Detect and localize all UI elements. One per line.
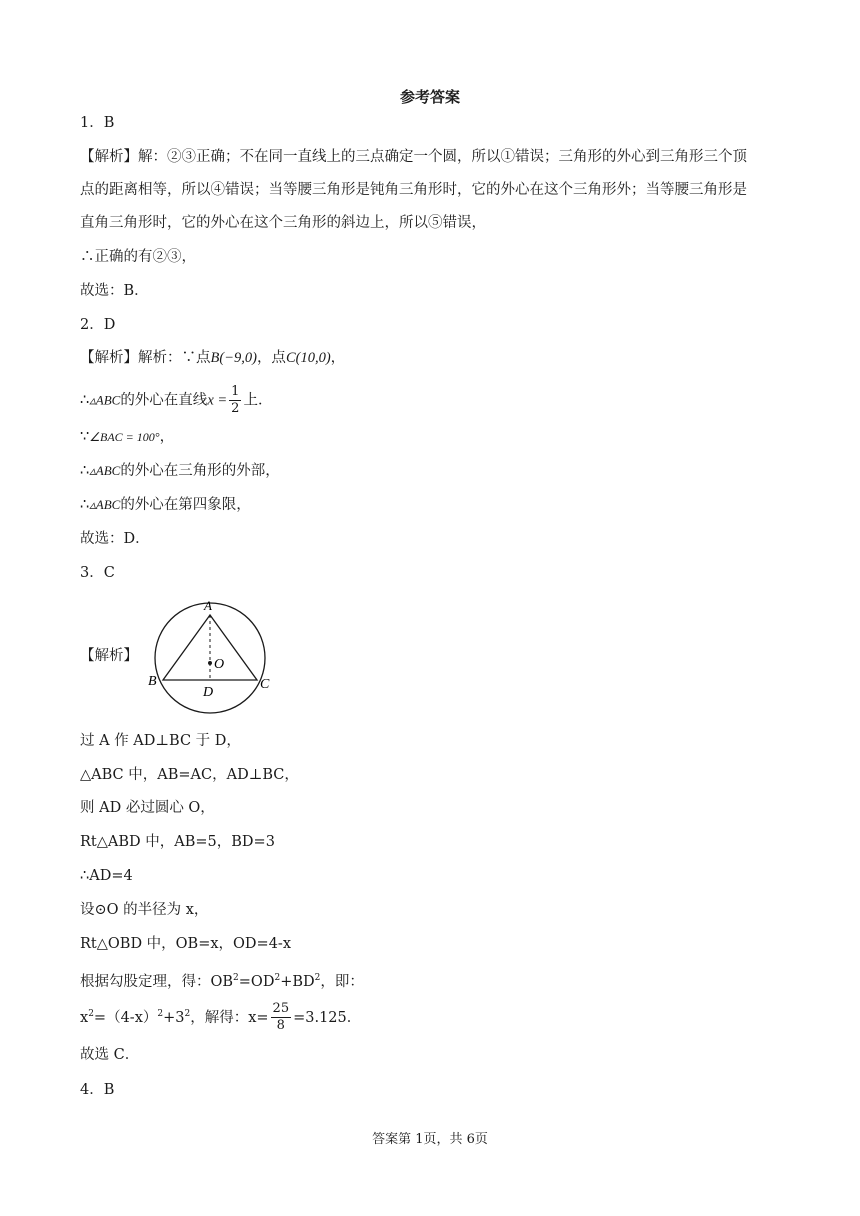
label-o: O <box>214 657 225 672</box>
q2-text: ， <box>159 429 175 445</box>
q2-text: 的外心在第四象限， <box>120 497 251 513</box>
denominator: 2 <box>231 401 240 416</box>
q3-step-9 <box>80 998 361 1034</box>
q2-analysis-line-2 <box>80 384 272 420</box>
q3-step-7: Rt△OBD 中，OB=x，OD=4-x <box>80 936 292 952</box>
triangle-abc: ▵ABC <box>89 392 121 408</box>
exponent: 2 <box>184 1009 191 1019</box>
numerator: 25 <box>272 1001 290 1017</box>
q3-text: x <box>80 1009 89 1026</box>
q3-step-2: △ABC 中，AB=AC，AD⊥BC， <box>80 767 299 783</box>
q3-text: +BD <box>280 973 315 990</box>
answer-1: 1．B <box>80 115 115 131</box>
equation-x: x = <box>207 392 228 409</box>
label-a: A <box>204 598 212 613</box>
triangle-abc: ▵ABC <box>89 497 121 512</box>
q1-analysis-line-1: 【解析】解：②③正确；不在同一直线上的三点确定一个圆，所以①错误；三角形的外心到三角形三个顶 <box>80 149 747 165</box>
exponent: 2 <box>157 1009 164 1019</box>
exponent: 2 <box>88 1009 94 1019</box>
triangle-abc: ▵ABC <box>89 463 121 478</box>
numerator: 1 <box>231 384 240 399</box>
q3-choice: 故选 C． <box>80 1047 140 1063</box>
exponent: 2 <box>233 973 239 983</box>
q2-text: 上． <box>243 392 273 409</box>
therefore-symbol: ∴ <box>80 497 90 513</box>
therefore-symbol: ∴ <box>80 392 90 409</box>
label-d: D <box>203 685 214 700</box>
q2-analysis-line-5 <box>80 495 251 515</box>
q3-text: =3.125． <box>293 1009 362 1026</box>
fraction-25-8 <box>271 1001 292 1034</box>
q3-text: 根据勾股定理，得：OB <box>80 973 234 990</box>
q3-step-5: ∴AD=4 <box>80 868 133 884</box>
q1-analysis-line-3: 直角三角形时，它的外心在这个三角形的斜边上，所以⑤错误， <box>80 215 486 231</box>
page-title: 参考答案 <box>399 88 460 106</box>
q2-text: ， <box>330 350 346 366</box>
q2-text: 的外心在三角形的外部， <box>120 463 280 479</box>
q3-step-3: 则 AD 必过圆心 O， <box>80 800 215 816</box>
center-o <box>208 661 212 665</box>
q3-step-6: 设⊙O 的半径为 x， <box>80 902 209 918</box>
q3-text: +3 <box>163 1009 185 1026</box>
therefore-symbol: ∴ <box>80 463 90 479</box>
q3-step-8 <box>80 968 364 992</box>
q3-text: ，解得：x= <box>190 1009 269 1026</box>
circle-triangle-figure <box>140 598 290 716</box>
q2-analysis-line-1 <box>80 348 345 368</box>
q2-analysis-line-4 <box>80 461 280 481</box>
denominator: 8 <box>276 1018 285 1034</box>
exponent: 2 <box>274 973 281 983</box>
q2-choice: 故选：D． <box>80 531 150 547</box>
point-b: B(−9,0) <box>210 350 257 366</box>
answer-3: 3．C <box>80 565 115 581</box>
q2-analysis-line-3 <box>80 427 174 447</box>
q3-analysis-label: 【解析】 <box>80 648 138 664</box>
point-c: C(10,0) <box>285 350 331 366</box>
q2-text: 【解析】解析：∵点 <box>80 350 211 366</box>
answer-4: 4．B <box>80 1082 115 1098</box>
label-c: C <box>260 677 270 692</box>
page-footer: 答案第 1页，共 6页 <box>372 1132 488 1147</box>
q3-text: =OD <box>238 973 275 990</box>
q3-step-4: Rt△ABD 中，AB=5，BD=3 <box>80 834 275 850</box>
q3-step-1: 过 A 作 AD⊥BC 于 D， <box>80 733 241 749</box>
q3-text: ，即： <box>320 973 364 990</box>
q3-text: =（4-x） <box>93 1009 158 1026</box>
answer-2: 2．D <box>80 317 116 333</box>
exponent: 2 <box>314 973 321 983</box>
angle-bac: ∠BAC = 100° <box>89 430 160 444</box>
label-b: B <box>148 674 157 689</box>
q2-text: 的外心在直线 <box>120 392 208 409</box>
because-symbol: ∵ <box>80 429 90 445</box>
q1-choice: 故选：B． <box>80 283 149 299</box>
q2-text: ，点 <box>256 350 286 366</box>
fraction-one-half <box>229 384 241 417</box>
q1-analysis-line-2: 点的距离相等，所以④错误；当等腰三角形是钝角三角形时，它的外心在这个三角形外；当等腰三角形是 <box>80 182 747 198</box>
q1-conclusion: ∴正确的有②③， <box>80 249 196 265</box>
